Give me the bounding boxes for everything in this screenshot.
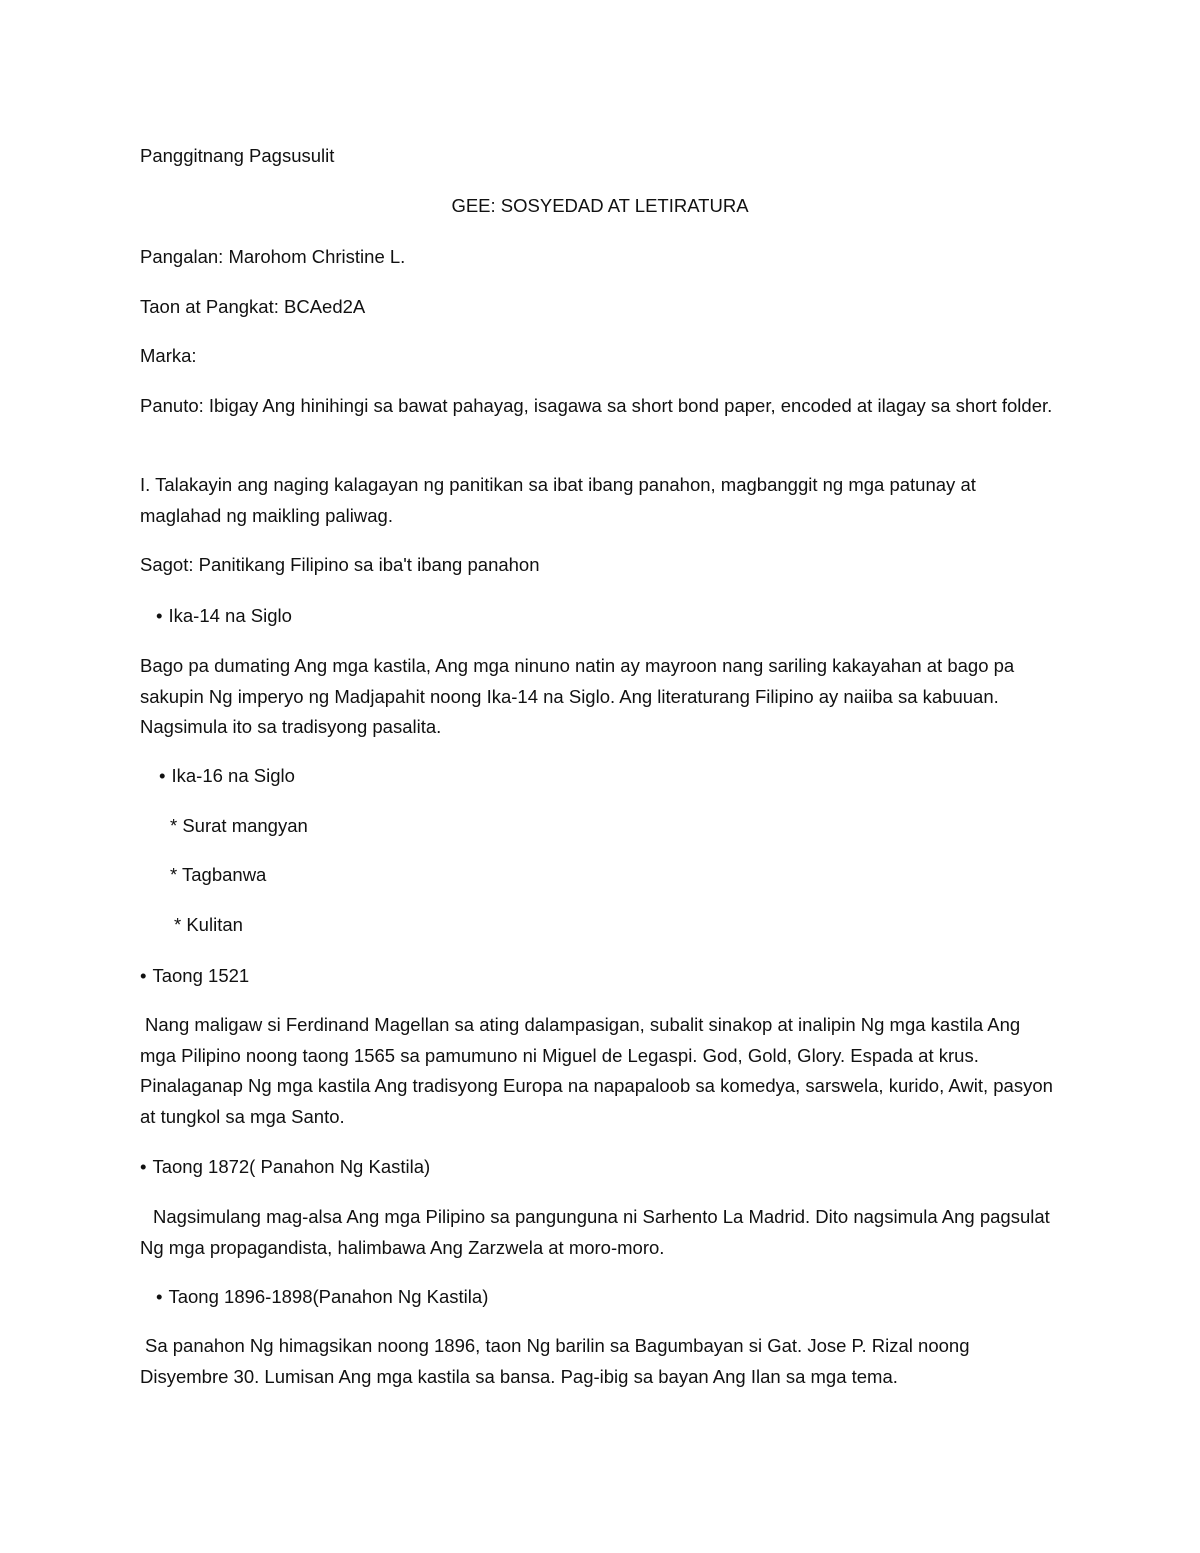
- bullet-heading: [156, 601, 292, 631]
- section-heading-label: Taong 1896-1898(Panahon Ng Kastila): [168, 1286, 489, 1307]
- bullet-heading: [140, 961, 249, 991]
- list-item: * Tagbanwa: [170, 864, 267, 885]
- bullet-icon: •: [140, 965, 147, 986]
- bullet-icon: •: [156, 605, 163, 626]
- section-body: Bago pa dumating Ang mga kastila, Ang mga ninuno natin ay mayroon nang sariling kakayahan at bago pa sakupin Ng imperyo ng Madjapahit noong Ika-14 na Siglo. Ang literaturang Filipino ay naiiba sa kabuuan. Nagsimula ito sa tradisyong pasalita.: [140, 655, 1015, 737]
- question-1: I. Talakayin ang naging kalagayan ng panitikan sa ibat ibang panahon, magbanggit ng mga patunay at maglahad ng maikling paliwag.: [140, 474, 976, 526]
- section-body: Sa panahon Ng himagsikan noong 1896, taon Ng barilin sa Bagumbayan si Gat. Jose P. Rizal noong Disyembre 30. Lumisan Ang mga kastila sa bansa. Pag-ibig sa bayan Ang Ilan sa mga tema.: [140, 1335, 970, 1387]
- bullet-icon: •: [140, 1156, 147, 1177]
- year-section-line: Taon at Pangkat: BCAed2A: [140, 296, 366, 317]
- section-heading-label: Ika-14 na Siglo: [168, 605, 292, 626]
- bullet-heading: [159, 761, 295, 791]
- bullet-heading: [140, 1152, 430, 1182]
- course-title: GEE: SOSYEDAD AT LETIRATURA: [451, 195, 749, 216]
- name-line: Pangalan: Marohom Christine L.: [140, 246, 406, 267]
- section-body: Nagsimulang mag-alsa Ang mga Pilipino sa pangunguna ni Sarhento La Madrid. Dito nagsimula Ang pagsulat Ng mga propagandista, halimbawa Ang Zarzwela at moro-moro.: [140, 1206, 1050, 1258]
- answer-heading: Sagot: Panitikang Filipino sa iba't ibang panahon: [140, 554, 540, 575]
- exam-title: Panggitnang Pagsusulit: [140, 145, 335, 166]
- instructions: Panuto: Ibigay Ang hinihingi sa bawat pahayag, isagawa sa short bond paper, encoded at ilagay sa short folder.: [140, 395, 1053, 416]
- section-heading-label: Ika-16 na Siglo: [171, 765, 295, 786]
- bullet-heading: [156, 1282, 488, 1312]
- bullet-icon: •: [156, 1286, 163, 1307]
- bullet-icon: •: [159, 765, 166, 786]
- list-item: * Surat mangyan: [170, 815, 308, 836]
- list-item: * Kulitan: [174, 914, 243, 935]
- section-heading-label: Taong 1521: [152, 965, 250, 986]
- grade-line: Marka:: [140, 345, 197, 366]
- section-heading-label: Taong 1872( Panahon Ng Kastila): [152, 1156, 431, 1177]
- section-body: Nang maligaw si Ferdinand Magellan sa ating dalampasigan, subalit sinakop at inalipin Ng mga kastila Ang mga Pilipino noong taong 1565 sa pamumuno ni Miguel de Legaspi. God, Gold, Glory. Espada at krus. Pinalaganap Ng mga kastila Ang tradisyong Europa na napapaloob sa komedya, sarswela, kurido, Awit, pasyon at tungkol sa mga Santo.: [140, 1014, 1053, 1127]
